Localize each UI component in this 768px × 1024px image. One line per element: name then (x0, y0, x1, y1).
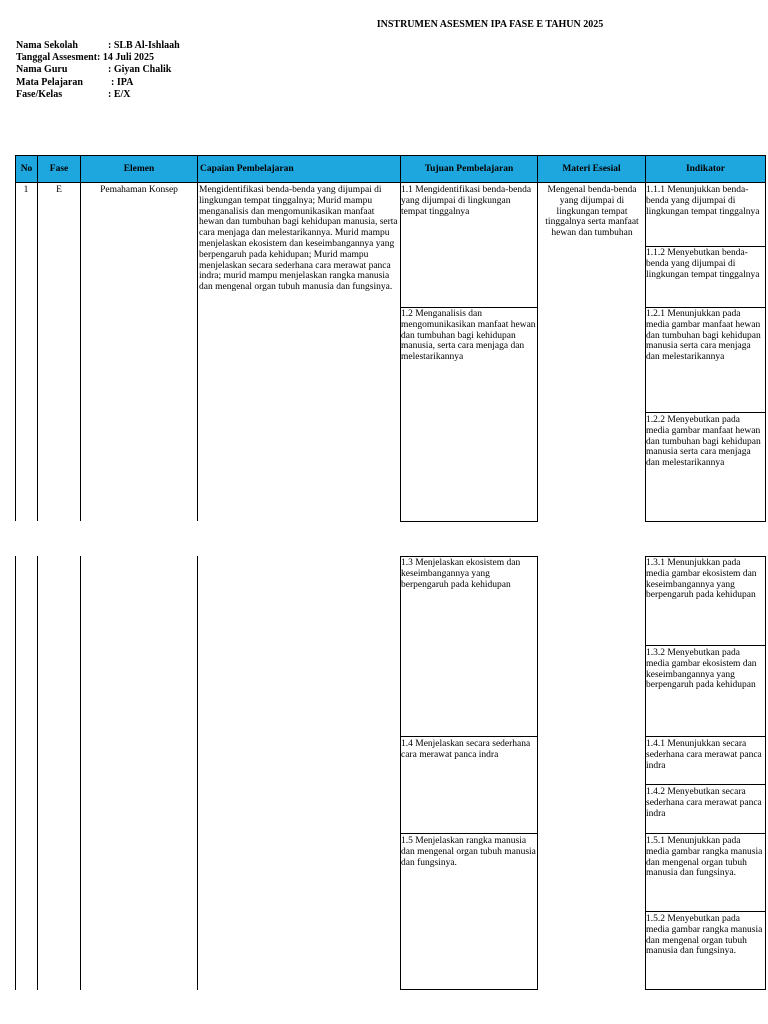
grid-line (15, 556, 16, 990)
grid-line (37, 556, 38, 990)
header-capaian: Capaian Pembelajaran (197, 155, 401, 183)
grid-line (400, 307, 538, 308)
indikator-1-2-1: 1.2.1 Menunjukkan pada media gambar manfaat hewan dan tumbuhan bagi kehidupan manusia serta cara menjaga dan melestarikannya (646, 309, 761, 363)
grid-line (80, 183, 81, 521)
grid-line (400, 833, 538, 834)
grid-line (400, 989, 538, 990)
grid-line (37, 183, 38, 521)
grid-line (645, 246, 766, 247)
indikator-1-4-2: 1.4.2 Menyebutkan secara sederhana cara merawat panca indra (646, 787, 762, 819)
header-elemen: Elemen (80, 155, 198, 183)
indikator-1-4-1: 1.4.1 Menunjukkan secara sederhana cara merawat panca indra (646, 739, 762, 771)
meta-date: Tanggal Assesment: 14 Juli 2025 (16, 52, 154, 64)
header-materi: Materi Esesial (537, 155, 646, 183)
grid-line (197, 556, 198, 990)
indikator-1-5-1: 1.5.1 Menunjukkan pada media gambar rangka manusia dan mengenal organ tubuh manusia dan fungsinya. (646, 836, 763, 879)
cell-elemen: Pemahaman Konsep (100, 185, 178, 195)
grid-line (765, 183, 766, 521)
header-indikator: Indikator (645, 155, 766, 183)
grid-line (645, 784, 766, 785)
cell-capaian: Mengidentifikasi benda-benda yang dijumpai di lingkungan tempat tinggalnya; Murid mampu menganalisis dan mengomunikasikan manfaat hewan dan tumbuhan bagi kehidupan manusia, serta cara menjaga dan melestarikannya. Murid mampu menjelaskan ekosistem dan keseimbangannya yang berpengaruh pada kehidupan; Murid mampu menjelaskan secara sederhana cara merawat panca indra; murid mampu menjelaskan rangka manusia dan mengenal organ tubuh manusia dan fungsinya. (199, 185, 398, 293)
indikator-1-1-2: 1.1.2 Menyebutkan benda-benda yang dijumpai di lingkungan tempat tinggalnya (646, 248, 760, 280)
indikator-1-3-1: 1.3.1 Menunjukkan pada media gambar ekosistem dan keseimbangannya yang berpengaruh pada kehidupan (646, 558, 757, 601)
header-no: No (15, 155, 38, 183)
tujuan-1-1: 1.1 Mengidentifikasi benda-benda yang dijumpai di lingkungan tempat tinggalnya (401, 185, 532, 217)
tujuan-1-2: 1.2 Menganalisis dan mengomunikasikan manfaat hewan dan tumbuhan bagi kehidupan manusia, serta cara menjaga dan melestarikannya (401, 309, 536, 363)
grid-line (80, 556, 81, 990)
grid-line (765, 556, 766, 990)
document-title: INSTRUMEN ASESMEN IPA FASE E TAHUN 2025 (376, 19, 604, 30)
grid-line (645, 521, 766, 522)
grid-line (645, 989, 766, 990)
grid-line (537, 556, 538, 990)
grid-line (645, 833, 766, 834)
header-fase: Fase (37, 155, 81, 183)
tujuan-1-3: 1.3 Menjelaskan ekosistem dan keseimbangannya yang berpengaruh pada kehidupan (401, 558, 521, 590)
indikator-1-5-2: 1.5.2 Menyebutkan pada media gambar rangka manusia dan mengenal organ tubuh manusia dan fungsinya. (646, 914, 763, 957)
header-tujuan: Tujuan Pembelajaran (400, 155, 538, 183)
meta-subject: Mata Pelajaran : IPA (16, 76, 134, 88)
grid-line (400, 556, 538, 557)
grid-line (645, 645, 766, 646)
grid-line (645, 307, 766, 308)
cell-no: 1 (23, 185, 29, 195)
meta-school: Nama Sekolah : SLB Al-Ishlaah (16, 40, 180, 51)
grid-line (15, 183, 16, 521)
meta-teacher: Nama Guru : Giyan Chalik (16, 64, 172, 76)
cell-materi: Mengenal benda-benda yang dijumpai di lingkungan tempat tinggalnya serta manfaat hewan dan tumbuhan (545, 185, 639, 239)
grid-line (400, 521, 538, 522)
grid-line (645, 911, 766, 912)
tujuan-1-4: 1.4 Menjelaskan secara sederhana cara merawat panca indra (401, 739, 531, 760)
grid-line (197, 183, 198, 521)
grid-line (400, 556, 401, 990)
cell-fase: E (56, 185, 62, 195)
grid-line (645, 412, 766, 413)
metadata-block (16, 40, 180, 101)
meta-class: Fase/Kelas : E/X (16, 88, 131, 100)
grid-line (645, 736, 766, 737)
grid-line (537, 183, 538, 521)
indikator-1-2-2: 1.2.2 Menyebutkan pada media gambar manfaat hewan dan tumbuhan bagi kehidupan manusia serta cara menjaga dan melestarikannya (646, 415, 761, 469)
indikator-1-3-2: 1.3.2 Menyebutkan pada media gambar ekosistem dan keseimbangannya yang berpengaruh pada kehidupan (646, 648, 757, 691)
grid-line (400, 736, 538, 737)
tujuan-1-5: 1.5 Menjelaskan rangka manusia dan mengenal organ tubuh manusia dan fungsinya. (401, 836, 536, 868)
grid-line (645, 556, 766, 557)
indikator-1-1-1: 1.1.1 Menunjukkan benda-benda yang dijumpai di lingkungan tempat tinggalnya (646, 185, 760, 217)
